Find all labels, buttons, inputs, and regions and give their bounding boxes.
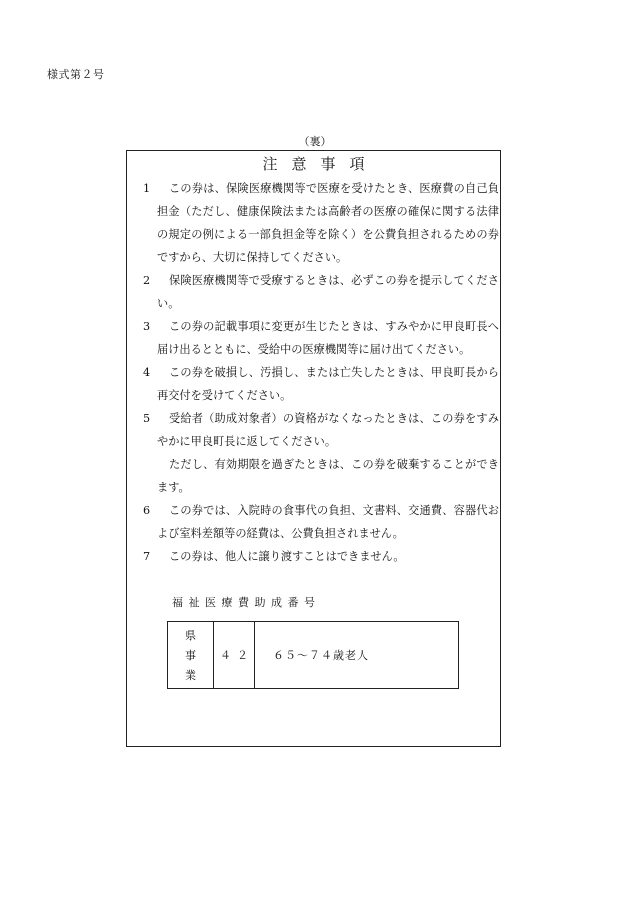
code-cell: ４２ bbox=[214, 622, 255, 688]
description-cell: ６５～７４歳老人 bbox=[273, 649, 369, 662]
list-item bbox=[143, 499, 499, 545]
number-table bbox=[167, 621, 459, 689]
item-extra-text: ただし、有効期限を過ぎたときは、この券を破棄することができます。 bbox=[157, 458, 499, 494]
item-text: この券は、保険医療機関等で医療を受けたとき、医療費の自己負担金（ただし、健康保険法または高齢者の医療の確保に関する法律の規定の例による一部負担金等を除く）を公費負担されるための券ですから、大切に保持してください。 bbox=[157, 182, 499, 264]
list-item bbox=[143, 177, 499, 269]
number-label: 福祉医療費助成番号 bbox=[172, 596, 321, 609]
item-text: この券の記載事項に変更が生じたときは、すみやかに甲良町長へ届け出るとともに、受給中の医療機関等に届け出てください。 bbox=[157, 320, 499, 356]
item-text: この券は、他人に譲り渡すことはできません。 bbox=[169, 550, 405, 563]
list-item bbox=[143, 269, 499, 315]
item-number: 4 bbox=[143, 366, 151, 379]
category-char: 業 bbox=[185, 669, 196, 682]
list-item bbox=[143, 361, 499, 407]
category-char: 事 bbox=[185, 649, 196, 662]
item-number: 2 bbox=[143, 274, 151, 287]
item-text: 受給者（助成対象者）の資格がなくなったときは、この券をすみやかに甲良町長に返してください。 bbox=[157, 412, 499, 448]
notes-list bbox=[143, 177, 499, 568]
list-item bbox=[143, 315, 499, 361]
list-item bbox=[143, 545, 499, 568]
notice-card bbox=[126, 150, 501, 747]
item-number: 3 bbox=[143, 320, 151, 333]
item-number: 6 bbox=[143, 504, 151, 517]
item-number: 7 bbox=[143, 550, 151, 563]
list-item-continuation bbox=[143, 453, 499, 499]
item-number: 1 bbox=[143, 182, 151, 195]
category-cell bbox=[168, 622, 214, 688]
form-number: 様式第２号 bbox=[47, 68, 105, 81]
item-text: この券では、入院時の食事代の負担、文書料、交通費、容器代および室料差額等の経費は、公費負担されません。 bbox=[157, 504, 499, 540]
card-title: 注意事項 bbox=[262, 155, 379, 173]
category-char: 県 bbox=[185, 629, 196, 642]
item-text: この券を破損し、汚損し、または亡失したときは、甲良町長から再交付を受けてください。 bbox=[157, 366, 499, 402]
item-number: 5 bbox=[143, 412, 151, 425]
list-item bbox=[143, 407, 499, 453]
item-text: 保険医療機関等で受療するときは、必ずこの券を提示してください。 bbox=[157, 274, 499, 310]
side-label: （裏） bbox=[298, 135, 332, 148]
